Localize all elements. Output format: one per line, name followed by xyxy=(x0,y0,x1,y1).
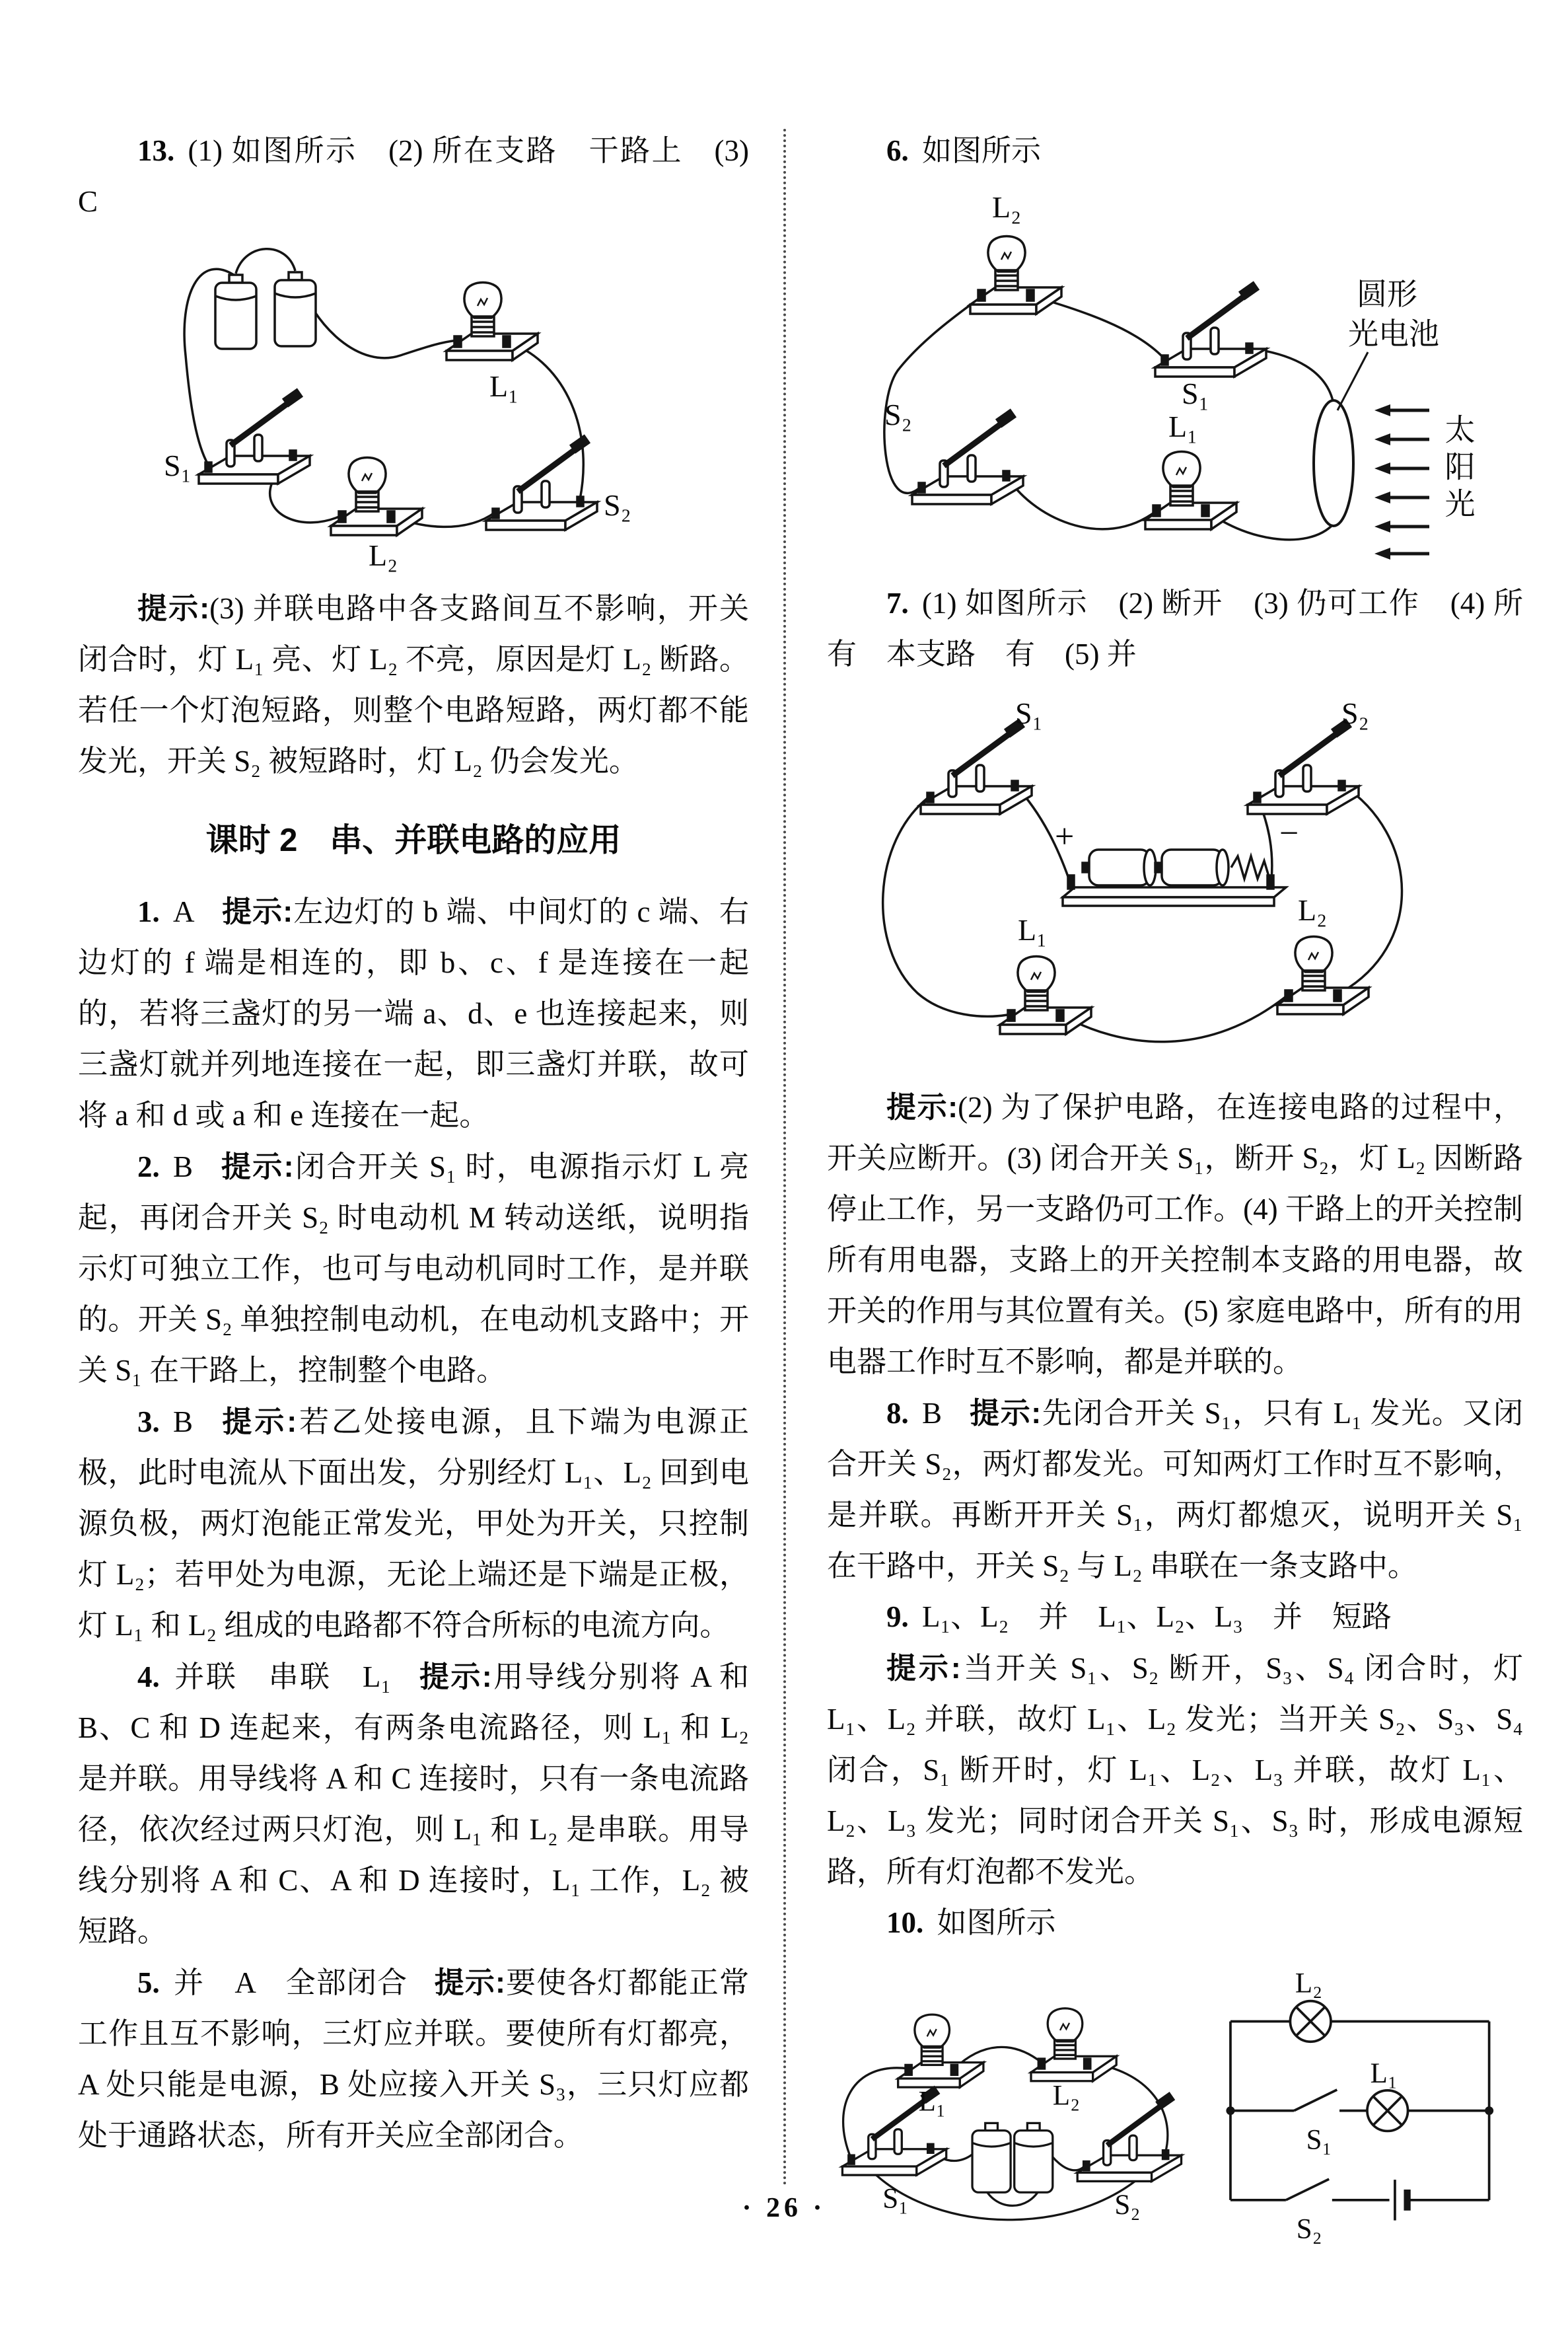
switch-S2 xyxy=(1077,2092,1181,2181)
answer-13 xyxy=(78,126,749,227)
lamp-L1-label: L₁ xyxy=(918,2086,946,2118)
switch-S1-label: S₁ xyxy=(1306,2124,1332,2156)
lamp-L1 xyxy=(1000,957,1091,1035)
wire xyxy=(507,342,583,499)
lamp-L2-label: L₂ xyxy=(1295,1968,1323,1999)
schematic-wires xyxy=(1230,2021,1489,2199)
wire xyxy=(1337,784,1402,994)
circuit-diagram-q13 xyxy=(162,237,664,573)
answer-6-number: 6. xyxy=(886,134,909,167)
answer-9-number: 9. xyxy=(886,1600,909,1633)
answer-6 xyxy=(827,126,1523,176)
junction-dot xyxy=(1485,2106,1493,2115)
wire xyxy=(1006,474,1157,529)
lamp-L1-label: L₁ xyxy=(1018,913,1048,947)
answer-4 xyxy=(78,1651,749,1957)
switch-S2 xyxy=(1248,718,1359,814)
sunlight-label: 太阳光 xyxy=(1441,414,1475,525)
circuit-diagram-q6 xyxy=(871,186,1479,569)
photocell-label-line1: 圆形 xyxy=(1357,277,1417,311)
answer-4-hint-label: 提示: xyxy=(417,1660,492,1693)
switch-S2-label: S₂ xyxy=(604,488,631,522)
lamp-L2-label: L₂ xyxy=(1298,893,1328,927)
wire xyxy=(1060,994,1289,1042)
switch-S1 xyxy=(921,718,1032,814)
answer-13-number: 13. xyxy=(137,134,175,167)
answer-1 xyxy=(78,886,749,1141)
answer-2-text: B xyxy=(173,1150,194,1183)
lamp-L1 xyxy=(1145,452,1236,530)
battery xyxy=(972,2123,1011,2192)
battery xyxy=(1155,850,1229,885)
lamp-L2-label: L₂ xyxy=(992,190,1022,224)
hint-9-label: 提示: xyxy=(886,1651,961,1685)
battery-minus-label: − xyxy=(1279,815,1299,852)
switch-S1 xyxy=(199,388,310,484)
hint-7 xyxy=(827,1082,1523,1387)
answer-10-text: 如图所示 xyxy=(937,1906,1056,1939)
answer-7 xyxy=(827,578,1523,680)
switch-S1 xyxy=(1155,281,1266,377)
answer-1-hint: 左边灯的 b 端、中间灯的 c 端、右边灯的 f 端是相连的，即 b、c、f 是连接在一起的，若将三盏灯的另一端 a、d、e 也连接起来，则三盏灯就并列地连接在一起，即三盏灯并联，故可将 a 和 d 或 a 和 e 连接在一起。 xyxy=(78,895,749,1132)
answer-5-text: 并 A 全部闭合 xyxy=(173,1966,408,1999)
switch-S1-label: S₁ xyxy=(1182,377,1209,410)
hint-7-text: (2) 为了保护电路，在连接电路的过程中，开关应断开。(3) 闭合开关 S₁，断开 S₂，灯 L₂ 因断路停止工作，另一支路仍可工作。(4) 干路上的开关控制所有用电器，支路上的开关控制本支路的用电器，故开关的作用与其位置有关。(5) 家庭电路中，所有的用电器工作时互不影响，都是并联的。 xyxy=(827,1091,1523,1378)
lamp-L2-label: L₂ xyxy=(1052,2080,1081,2112)
figure-q6 xyxy=(827,186,1523,569)
answer-7-text: (1) 如图所示 (2) 断开 (3) 仍可工作 (4) 所有 本支路 有 (5) 并 xyxy=(827,587,1523,671)
wire xyxy=(295,272,458,358)
answer-5-hint-label: 提示: xyxy=(434,1966,505,1999)
figure-q13 xyxy=(78,237,749,573)
answer-8-hint-label: 提示: xyxy=(968,1396,1042,1430)
circuit-diagram-q7 xyxy=(845,689,1505,1072)
lamp-L2 xyxy=(970,237,1061,314)
hint-13-text: (3) 并联电路中各支路间互不影响，开关闭合时，灯 L₁ 亮、灯 L₂ 不亮，原因是灯 L₂ 断路。若任一个灯泡短路，则整个电路短路，两灯都不能发光，开关 S₂ 被短路时，灯 L₂ 仍会发光。 xyxy=(78,592,749,778)
answer-3-number: 3. xyxy=(137,1405,160,1438)
answer-5-number: 5. xyxy=(137,1966,160,1999)
lamp-L2 xyxy=(1031,2009,1116,2081)
hint-13-label: 提示: xyxy=(137,591,210,625)
hint-13 xyxy=(78,583,749,787)
switch-S2 xyxy=(486,434,597,530)
switch-S1-label: S₁ xyxy=(164,449,192,482)
answer-3 xyxy=(78,1396,749,1651)
switch-S2 xyxy=(912,408,1023,504)
hint-7-label: 提示: xyxy=(886,1090,958,1124)
answer-5 xyxy=(78,1957,749,2161)
page-number: · 26 · xyxy=(742,2193,826,2223)
battery xyxy=(1015,2123,1053,2192)
answer-8-hint: 先闭合开关 S₁，只有 L₁ 发光。又闭合开关 S₂，两灯都发光。可知两灯工作时互不影响，是并联。再断开开关 S₁，两灯都熄灭，说明开关 S₁ 在干路中，开关 S₂ 与 L₂ 串联在一条支路中。 xyxy=(827,1397,1523,1582)
answer-10-number: 10. xyxy=(886,1906,924,1939)
answer-3-hint: 若乙处接电源，且下端为电源正极，此时电流从下面出发，分别经灯 L₁、L₂ 回到电源负极，两灯泡能正常发光，甲处为开关，只控制灯 L₂；若甲处为电源，无论上端还是下端是正极，灯 L₁ 和 L₂ 组成的电路都不符合所标的电流方向。 xyxy=(78,1405,749,1642)
answer-8-number: 8. xyxy=(886,1397,909,1430)
lamp-L1 xyxy=(446,283,538,361)
answer-1-text: A xyxy=(173,895,195,928)
switch-S1-label: S₁ xyxy=(1015,696,1043,730)
battery xyxy=(215,275,256,349)
answer-8 xyxy=(827,1387,1523,1592)
lamp-L1-label: L₁ xyxy=(1168,410,1198,443)
section-heading: 课时 2 串、并联电路的应用 xyxy=(205,823,622,858)
answer-4-number: 4. xyxy=(137,1660,160,1693)
photocell-label-line2: 光电池 xyxy=(1348,317,1439,351)
right-column xyxy=(827,126,1523,2267)
answer-4-hint: 用导线分别将 A 和 B、C 和 D 连起来，有两条电流路径，则 L₁ 和 L₂ 是并联。用导线将 A 和 C 连接时，只有一条电流路径，依次经过两只灯泡，则 L₁ 和 L₂ 是串联。用导线分别将 A 和 C、A 和 D 连接时，L₁ 工作，L₂ 被短路。 xyxy=(78,1660,749,1948)
answer-2-hint: 闭合开关 S₁ 时，电源指示灯 L 亮起，再闭合开关 S₂ 时电动机 M 转动送纸，说明指示灯可独立工作，也可与电动机同时工作，是并联的。开关 S₂ 单独控制电动机，在电动机支路中；开关 S₁ 在干路上，控制整个电路。 xyxy=(78,1150,749,1387)
answer-10 xyxy=(827,1898,1523,1948)
left-column xyxy=(78,126,749,2161)
battery-plus-label: + xyxy=(1055,818,1075,856)
answer-5-hint: 要使各灯都能正常工作且互不影响，三灯应并联。要使所有灯都亮，A 处只能是电源，B 处应接入开关 S₃，三只灯应都处于通路状态，所有开关应全部闭合。 xyxy=(78,1966,749,2152)
wire xyxy=(883,796,1011,1016)
lamp-L1 xyxy=(898,2014,983,2087)
answer-2 xyxy=(78,1141,749,1396)
photocell-pointer-line xyxy=(1337,352,1368,410)
answer-1-number: 1. xyxy=(137,895,160,928)
answer-9-text: L₁、L₂ 并 L₁、L₂、L₃ 并 短路 xyxy=(922,1600,1392,1633)
lamp-L1-label: L₁ xyxy=(1370,2057,1398,2089)
switch-S1-label: S₁ xyxy=(882,2183,909,2215)
wire xyxy=(236,249,295,274)
lamp-L2-label: L₂ xyxy=(369,538,398,572)
column-divider xyxy=(783,129,786,2187)
answer-6-text: 如图所示 xyxy=(922,134,1042,167)
battery xyxy=(275,272,316,346)
answer-2-hint-label: 提示: xyxy=(219,1150,294,1183)
switch-S1-blade xyxy=(1294,2090,1337,2111)
figure-q7 xyxy=(827,689,1523,1072)
photocell xyxy=(1314,400,1353,526)
switch-S2-label: S₂ xyxy=(1114,2190,1141,2221)
answer-8-text: B xyxy=(922,1397,943,1430)
answer-7-number: 7. xyxy=(886,587,909,620)
answer-4-text: 并联 串联 L₁ xyxy=(173,1660,392,1693)
lamp-L2 xyxy=(1277,937,1369,1015)
switch-S2-label: S₂ xyxy=(1341,696,1369,730)
answer-3-hint-label: 提示: xyxy=(219,1405,297,1438)
battery xyxy=(1083,850,1156,885)
hint-9 xyxy=(827,1642,1523,1898)
answer-13-text: (1) 如图所示 (2) 所在支路 干路上 (3) C xyxy=(78,134,749,218)
switch-S2-label: S₂ xyxy=(884,398,912,431)
answer-3-text: B xyxy=(173,1405,194,1438)
answer-1-hint-label: 提示: xyxy=(221,895,293,928)
switch-S2-label: S₂ xyxy=(1296,2213,1322,2245)
answer-9 xyxy=(827,1592,1523,1642)
hint-9-text: 当开关 S₁、S₂ 断开，S₃、S₄ 闭合时，灯 L₁、L₂ 并联，故灯 L₁、L₂ 发光；当开关 S₂、S₃、S₄ 闭合，S₁ 断开时，灯 L₁、L₂、L₃ 并联，故灯 L₁、L₂、L₃ 发光；同时闭合开关 S₁、S₃ 时，形成电源短路，所有灯泡都不发光。 xyxy=(827,1652,1523,1888)
junction-dot xyxy=(1227,2106,1235,2115)
sunlight-arrows xyxy=(1374,404,1429,560)
lamp-L2 xyxy=(331,458,422,536)
lamp-L1-label: L₁ xyxy=(489,369,519,403)
answer-2-number: 2. xyxy=(137,1150,160,1183)
